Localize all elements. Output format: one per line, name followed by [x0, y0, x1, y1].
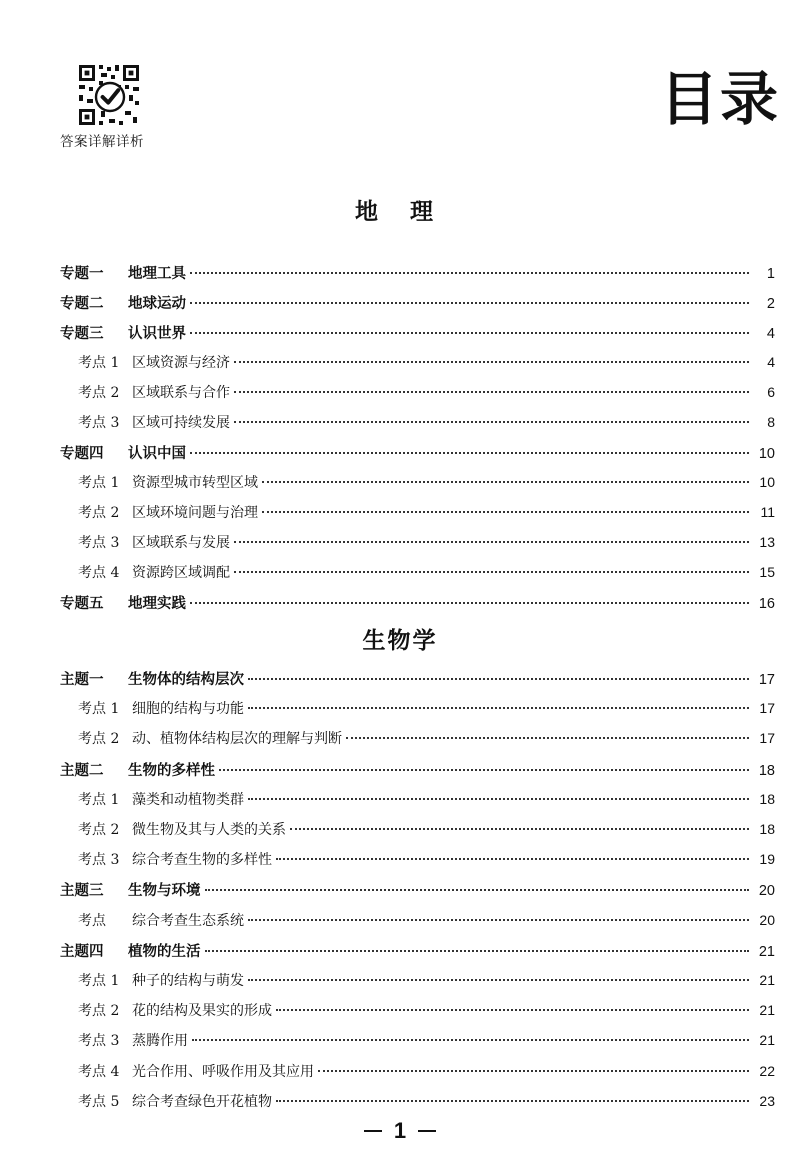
- geography-heading-text: 地 理: [354, 199, 445, 225]
- toc-entry-number: 考点 3: [78, 415, 120, 431]
- toc-entry[interactable]: [60, 262, 775, 286]
- toc-entry-page: 21: [759, 1002, 775, 1019]
- toc-entry[interactable]: [78, 562, 775, 586]
- toc-entry-title: 地球运动: [128, 296, 186, 312]
- toc-entry[interactable]: [60, 759, 775, 783]
- toc-entry-title: 光合作用、呼吸作用及其应用: [132, 1063, 314, 1080]
- qr-caption: 答案详解详析: [60, 134, 144, 150]
- toc-entry-page: 17: [759, 700, 775, 717]
- toc-entry-page: 1: [766, 266, 775, 282]
- toc-leader-dots: [248, 678, 749, 680]
- toc-entry-title: 细胞的结构与功能: [132, 701, 244, 718]
- toc-entry-title: 区域联系与发展: [132, 535, 230, 551]
- toc-entry[interactable]: [60, 668, 775, 692]
- toc-entry-page: 4: [767, 354, 775, 370]
- toc-leader-dots: [234, 421, 749, 423]
- toc-entry-title: 蒸腾作用: [132, 1033, 188, 1050]
- toc-leader-dots: [248, 798, 749, 800]
- toc-leader-dots: [248, 979, 749, 981]
- biology-heading-text: 生物学: [362, 628, 438, 654]
- toc-entry-page: 22: [759, 1062, 775, 1079]
- toc-entry-number: 考点 2: [78, 505, 120, 521]
- toc-entry-title: 区域资源与经济: [132, 355, 230, 371]
- toc-entry-number: 专题五: [60, 596, 104, 612]
- toc-entry-title: 资源跨区域调配: [132, 565, 230, 581]
- toc-leader-dots: [276, 858, 749, 860]
- toc-entry-page: 4: [766, 326, 775, 342]
- toc-entry[interactable]: [78, 1061, 775, 1085]
- page-footer: [0, 1118, 800, 1144]
- toc-leader-dots: [262, 511, 749, 513]
- toc-entry[interactable]: [78, 382, 775, 406]
- toc-leader-dots: [219, 769, 749, 771]
- toc-entry-title: 植物的生活: [128, 943, 201, 960]
- toc-leader-dots: [276, 1009, 749, 1011]
- footer-page-number: 1: [393, 1118, 407, 1143]
- toc-entry-page: 20: [758, 883, 775, 900]
- toc-entry-title: 地理实践: [128, 596, 186, 612]
- toc-leader-dots: [190, 302, 749, 304]
- toc-entry-page: 15: [759, 564, 775, 580]
- toc-entry-page: 2: [766, 296, 775, 312]
- toc-leader-dots: [234, 361, 749, 363]
- toc-entry-number: 考点 4: [78, 1063, 120, 1080]
- toc-entry[interactable]: [78, 970, 775, 994]
- toc-entry[interactable]: [78, 502, 775, 526]
- toc-entry-page: 18: [758, 762, 775, 779]
- toc-entry-title: 微生物及其与人类的关系: [132, 822, 286, 838]
- toc-entry-title: 认识世界: [128, 326, 186, 342]
- toc-entry-number: 专题一: [60, 266, 104, 282]
- toc-entry-title: 生物体的结构层次: [128, 672, 244, 688]
- toc-entry-title: 动、植物体结构层次的理解与判断: [132, 731, 342, 748]
- toc-entry-number: 考点 2: [78, 385, 120, 401]
- toc-entry-page: 16: [758, 596, 775, 612]
- toc-entry-page: 20: [759, 911, 775, 928]
- toc-entry-number: 考点 2: [78, 731, 120, 748]
- toc-entry-number: 考点 5: [78, 1093, 120, 1110]
- toc-entry-number: 考点: [78, 912, 106, 929]
- toc-entry-page: 13: [759, 534, 775, 550]
- toc-leader-dots: [248, 919, 749, 921]
- toc-entry-title: 综合考查绿色开花植物: [132, 1093, 272, 1110]
- toc-entry[interactable]: [60, 879, 775, 903]
- toc-leader-dots: [276, 1100, 749, 1102]
- toc-leader-dots: [192, 1039, 749, 1041]
- toc-entry-title: 综合考查生物的多样性: [132, 852, 272, 869]
- toc-leader-dots: [234, 571, 749, 573]
- toc-entry-title: 认识中国: [128, 446, 186, 462]
- toc-leader-dots: [248, 707, 749, 709]
- toc-leader-dots: [346, 737, 749, 739]
- toc-entry-page: 10: [758, 446, 775, 462]
- toc-leader-dots: [318, 1070, 749, 1072]
- toc-entry[interactable]: [78, 352, 775, 376]
- toc-entry[interactable]: [78, 698, 775, 722]
- toc-entry-number: 考点 3: [78, 852, 120, 869]
- toc-entry[interactable]: [60, 292, 775, 316]
- toc-leader-dots: [290, 828, 749, 830]
- toc-entry-number: 考点 1: [78, 973, 120, 989]
- toc-entry-page: 8: [767, 414, 775, 430]
- toc-entry[interactable]: [78, 1030, 775, 1054]
- toc-entry[interactable]: [78, 819, 775, 843]
- toc-entry[interactable]: [60, 322, 775, 346]
- toc-entry-page: 19: [759, 851, 775, 868]
- toc-entry-page: 23: [759, 1092, 775, 1109]
- toc-entry-title: 综合考查生态系统: [132, 912, 244, 929]
- toc-entry-number: 考点 1: [78, 701, 120, 718]
- toc-entry-number: 主题四: [60, 943, 104, 960]
- toc-entry-page: 6: [767, 384, 775, 400]
- page-title: 目录: [659, 65, 780, 133]
- toc-entry-number: 考点 1: [78, 791, 120, 808]
- toc-entry[interactable]: [78, 789, 775, 813]
- toc-leader-dots: [190, 602, 749, 604]
- toc-entry[interactable]: [60, 940, 775, 964]
- toc-leader-dots: [190, 332, 749, 334]
- toc-entry-page: 17: [759, 730, 775, 747]
- toc-leader-dots: [205, 889, 750, 891]
- section-heading-biology: [0, 630, 800, 653]
- toc-entry[interactable]: [78, 910, 775, 934]
- toc-entry[interactable]: [78, 412, 775, 436]
- toc-entry-title: 生物的多样性: [128, 762, 215, 779]
- toc-entry-page: 11: [760, 504, 775, 520]
- toc-entry-number: 主题二: [60, 762, 104, 779]
- toc-entry[interactable]: [60, 592, 775, 616]
- toc-entry-number: 考点 3: [78, 1033, 120, 1050]
- toc-entry-number: 专题二: [60, 296, 104, 312]
- toc-entry-title: 区域可持续发展: [132, 415, 230, 431]
- toc-entry-number: 专题三: [60, 326, 104, 342]
- toc-leader-dots: [234, 541, 749, 543]
- toc-entry[interactable]: [78, 532, 775, 556]
- toc-entry-page: 18: [759, 821, 775, 837]
- toc-entry-number: 考点 2: [78, 822, 120, 838]
- toc-entry[interactable]: [78, 849, 775, 873]
- toc-entry[interactable]: [78, 1000, 775, 1024]
- toc-entry-page: 21: [758, 943, 775, 960]
- toc-entry-page: 21: [759, 972, 775, 988]
- footer-dash-right: [418, 1130, 436, 1132]
- toc-entry[interactable]: [78, 1091, 775, 1115]
- toc-entry-title: 种子的结构与萌发: [132, 973, 244, 989]
- toc-entry-title: 区域环境问题与治理: [132, 505, 258, 521]
- toc-entry-title: 藻类和动植物类群: [132, 791, 244, 808]
- toc-leader-dots: [205, 950, 750, 952]
- footer-dash-left: [364, 1130, 382, 1132]
- toc-leader-dots: [190, 272, 749, 274]
- toc-entry-number: 专题四: [60, 446, 104, 462]
- toc-entry-title: 资源型城市转型区域: [132, 475, 258, 491]
- toc-entry-number: 主题一: [60, 672, 104, 688]
- toc-entry[interactable]: [78, 472, 775, 496]
- toc-entry-number: 考点 1: [78, 475, 120, 491]
- toc-entry-page: 17: [758, 672, 775, 688]
- toc-entry-number: 考点 3: [78, 535, 120, 551]
- toc-entry-number: 考点 2: [78, 1003, 120, 1020]
- qr-code-icon[interactable]: [77, 63, 141, 127]
- toc-entry-number: 考点 1: [78, 355, 120, 371]
- toc-entry-number: 主题三: [60, 883, 104, 900]
- toc-entry-page: 10: [759, 474, 775, 490]
- toc-leader-dots: [190, 452, 749, 454]
- toc-entry[interactable]: [78, 728, 775, 752]
- toc-entry[interactable]: [60, 442, 775, 466]
- toc-entry-number: 考点 4: [78, 565, 120, 581]
- toc-entry-title: 区域联系与合作: [132, 385, 230, 401]
- toc-leader-dots: [234, 391, 749, 393]
- toc-entry-title: 地理工具: [128, 266, 186, 282]
- toc-entry-page: 21: [759, 1032, 775, 1049]
- toc-entry-page: 18: [759, 790, 775, 807]
- toc-leader-dots: [262, 481, 749, 483]
- toc-entry-title: 花的结构及果实的形成: [132, 1003, 272, 1020]
- section-heading-geography: [0, 201, 800, 224]
- toc-entry-title: 生物与环境: [128, 883, 201, 900]
